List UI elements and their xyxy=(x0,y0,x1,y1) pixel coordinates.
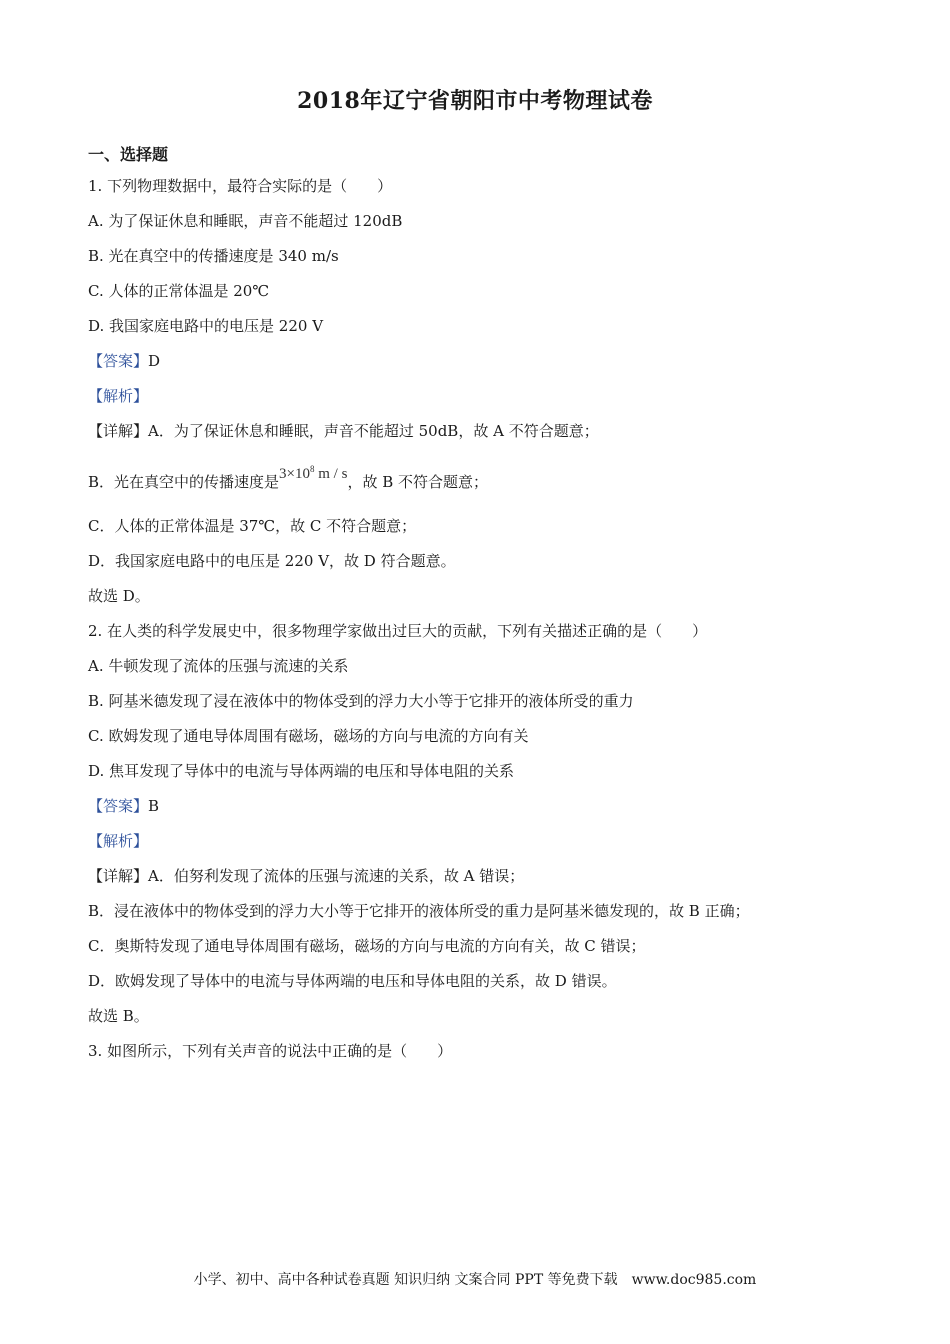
question-2-detail-a xyxy=(88,866,524,886)
answer-label: 【答案】 xyxy=(88,352,149,370)
formula-unit: m / s xyxy=(314,466,348,482)
question-1-detail-d: D．我国家庭电路中的电压是 220 V，故 D 符合题意。 xyxy=(88,552,456,570)
question-2-option-d: D. 焦耳发现了导体中的电流与导体两端的电压和导体电阻的关系 xyxy=(88,762,515,780)
question-3-stem: 3. 如图所示，下列有关声音的说法中正确的是（ ） xyxy=(88,1042,453,1060)
question-1-option-d: D. 我国家庭电路中的电压是 220 V xyxy=(88,317,324,335)
question-1-detail-c: C．人体的正常体温是 37℃，故 C 不符合题意； xyxy=(88,517,417,535)
section-heading: 一、选择题 xyxy=(88,145,169,164)
question-2-option-c: C. 欧姆发现了通电导体周围有磁场，磁场的方向与电流的方向有关 xyxy=(88,727,529,745)
question-2-conclusion: 故选 B。 xyxy=(88,1007,149,1025)
question-2-detail-d: D．欧姆发现了导体中的电流与导体两端的电压和导体电阻的关系，故 D 错误。 xyxy=(88,972,617,990)
question-1-detail-b xyxy=(88,464,488,493)
answer-label: 【答案】 xyxy=(88,797,149,815)
question-2-analysis-label: 【解析】 xyxy=(88,832,149,850)
question-2-option-a: A. 牛顿发现了流体的压强与流速的关系 xyxy=(88,657,349,675)
page-title: 2018年辽宁省朝阳市中考物理试卷 xyxy=(297,88,653,114)
speed-of-light-formula xyxy=(279,466,347,482)
question-2-answer xyxy=(88,796,159,816)
answer-value: B xyxy=(148,797,160,815)
detail-label: 【详解】 xyxy=(88,867,149,885)
formula-exponent: 8 xyxy=(310,464,315,474)
question-2-stem: 2. 在人类的科学发展史中，很多物理学家做出过巨大的贡献，下列有关描述正确的是（ ） xyxy=(88,622,708,640)
question-1-answer xyxy=(88,351,160,371)
question-1-conclusion: 故选 D。 xyxy=(88,587,150,605)
question-2-detail-b: B．浸在液体中的物体受到的浮力大小等于它排开的液体所受的重力是阿基米德发现的，故 B 正确； xyxy=(88,902,750,920)
question-1-stem: 1. 下列物理数据中，最符合实际的是（ ） xyxy=(88,177,393,195)
question-1-option-a: A. 为了保证休息和睡眠，声音不能超过 120dB xyxy=(88,212,403,230)
detail-text: A．为了保证休息和睡眠，声音不能超过 50dB，故 A 不符合题意； xyxy=(148,422,599,440)
question-1-analysis-label: 【解析】 xyxy=(88,387,149,405)
question-1-option-b: B. 光在真空中的传播速度是 340 m/s xyxy=(88,247,339,265)
detail-text-pre: B．光在真空中的传播速度是 xyxy=(88,473,280,491)
question-1-detail-a xyxy=(88,421,599,441)
question-2-option-b: B. 阿基米德发现了浸在液体中的物体受到的浮力大小等于它排开的液体所受的重力 xyxy=(88,692,634,710)
detail-label: 【详解】 xyxy=(88,422,149,440)
detail-text-post: ，故 B 不符合题意； xyxy=(347,473,488,491)
detail-text: A．伯努利发现了流体的压强与流速的关系，故 A 错误； xyxy=(148,867,525,885)
question-2-detail-c: C．奥斯特发现了通电导体周围有磁场，磁场的方向与电流的方向有关，故 C 错误； xyxy=(88,937,646,955)
answer-value: D xyxy=(148,352,161,370)
question-1-option-c: C. 人体的正常体温是 20℃ xyxy=(88,282,270,300)
page-footer: 小学、初中、高中各种试卷真题 知识归纳 文案合同 PPT 等免费下载 www.doc985.com xyxy=(193,1272,757,1288)
formula-base: 3×10 xyxy=(279,466,310,482)
